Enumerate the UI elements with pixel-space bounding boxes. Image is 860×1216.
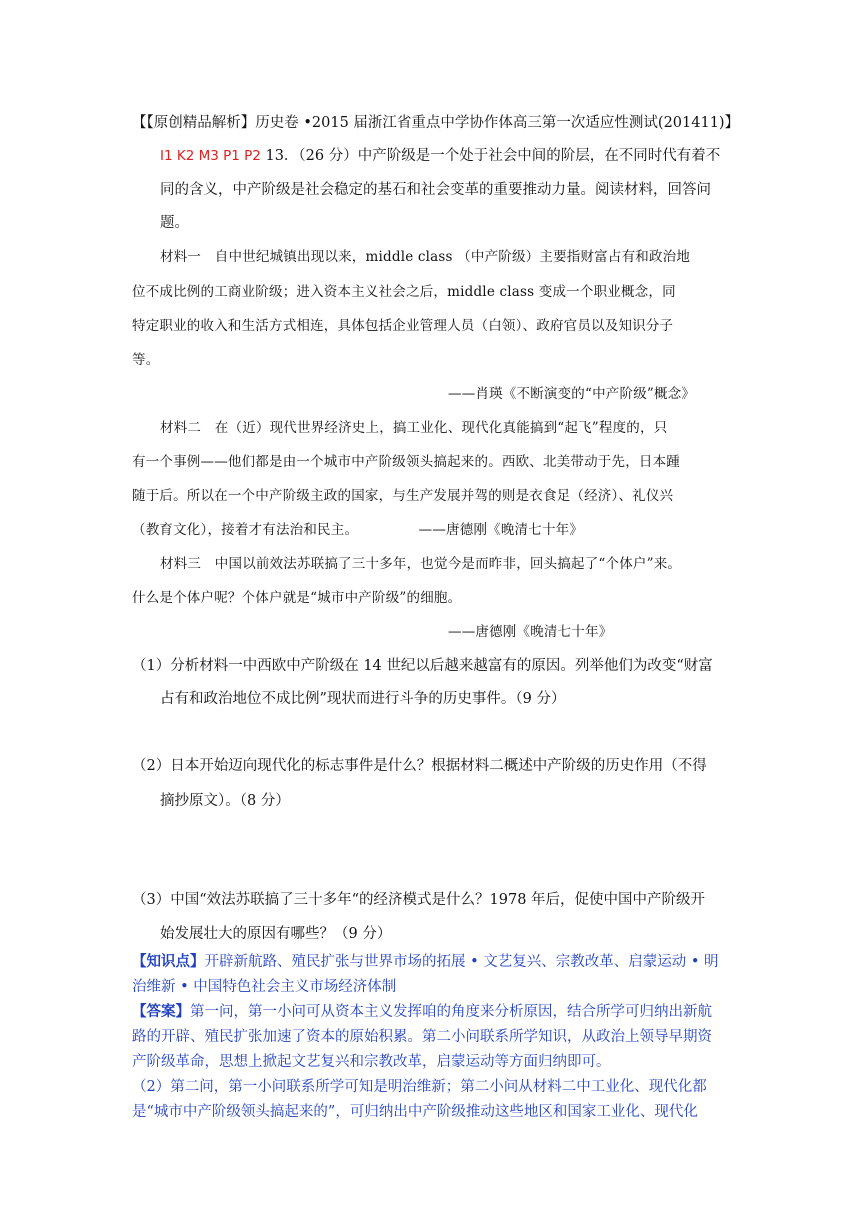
answer-line: 路的开辟、殖民扩张加速了资本的原始积累。第二小问联系所学知识，从政治上领导早期资 <box>132 1029 712 1045</box>
knowledge-point-label: 【知识点】 <box>132 953 205 970</box>
material-2-text: （教育文化），接着才有法治和民主。 <box>132 522 359 538</box>
answer-line: 产阶级革命，思想上掀起文艺复兴和宗教改革，启蒙运动等方面归纳即可。 <box>132 1054 611 1070</box>
material-1-line: 等。 <box>132 352 160 368</box>
answer-line: 是“城市中产阶级领头搞起来的”，可归纳出中产阶级推动这些地区和国家工业化、现代化 <box>132 1104 698 1120</box>
question-intro-line: 题。 <box>160 215 189 231</box>
material-3-source: ——唐德刚《晚清七十年》 <box>448 624 613 640</box>
knowledge-point-line: 治维新 • 中国特色社会主义市场经济体制 <box>132 979 397 995</box>
material-1-line: 材料一 自中世纪城镇出现以来，middle class （中产阶级）主要指财富占有和政治地 <box>160 249 691 265</box>
question-intro-line: 13．（26 分）中产阶级是一个处于社会中间的阶层，在不同时代有着不 <box>265 148 721 164</box>
answer-line <box>132 1002 712 1022</box>
question-1-line: 占有和政治地位不成比例”现状而进行斗争的历史事件。（9 分） <box>160 691 566 707</box>
knowledge-point-text: 开辟新航路、殖民扩张与世界市场的拓展 • 文艺复兴、宗教改革、启蒙运动 • 明 <box>204 954 719 970</box>
question-3-line: （3）中国“效法苏联搞了三十多年“的经济模式是什么？1978 年后，促使中国中产阶级开 <box>132 892 706 908</box>
material-2-line <box>132 520 583 540</box>
material-2-line: 材料二 在（近）现代世界经济史上，搞工业化、现代化真能搞到“起飞”程度的，只 <box>160 420 668 436</box>
question-2-line: （2）日本开始迈向现代化的标志事件是什么？根据材料二概述中产阶级的历史作用（不得 <box>132 758 707 774</box>
document-header: 【【原创精品解析】历史卷 •2015 届浙江省重点中学协作体高三第一次适应性测试(201411)】 <box>132 115 740 131</box>
question-intro-line: 同的含义，中产阶级是社会稳定的基石和社会变革的重要推动力量。阅读材料，回答问 <box>160 182 711 198</box>
knowledge-point-line <box>132 952 719 972</box>
knowledge-codes: I1 K2 M3 P1 P2 <box>160 148 261 164</box>
material-2-line: 随于后。所以在一个中产阶级主政的国家，与生产发展并驾的则是衣食足（经济）、礼仪兴 <box>132 488 674 504</box>
question-3-line: 始发展壮大的原因有哪些？（9 分） <box>160 926 392 942</box>
answer-line: （2）第二问，第一小问联系所学可知是明治维新；第二小问从材料二中工业化、现代化都 <box>132 1079 707 1095</box>
question-1-line: （1）分析材料一中西欧中产阶级在 14 世纪以后越来越富有的原因。列举他们为改变“财富 <box>132 658 713 674</box>
material-3-line: 什么是个体户呢？个体户就是“城市中产阶级”的细胞。 <box>132 590 462 606</box>
answer-text: 第一问，第一小问可从资本主义发挥咱的角度来分析原因，结合所学可归纳出新航 <box>190 1004 712 1020</box>
question-2-line: 摘抄原文）。（8 分） <box>160 793 290 809</box>
answer-label: 【答案】 <box>132 1003 190 1020</box>
material-2-line: 有一个事例——他们都是由一个城市中产阶级领头搞起来的。西欧、北美带动于先，日本踵 <box>132 454 680 470</box>
question-13-first-line <box>160 146 720 166</box>
material-1-source: ——肖瑛《不断演变的“中产阶级”概念》 <box>448 386 696 402</box>
material-1-line: 位不成比例的工商业阶级；进入资本主义社会之后，middle class 变成一个职业概念，同 <box>132 284 676 300</box>
material-1-line: 特定职业的收入和生活方式相连，具体包括企业管理人员（白领）、政府官员以及知识分子 <box>132 318 674 334</box>
material-3-line: 材料三 中国以前效法苏联搞了三十多年，也觉今是而昨非，回头搞起了“个体户”来。 <box>160 556 682 572</box>
material-2-source: ——唐德刚《晚清七十年》 <box>418 522 584 538</box>
